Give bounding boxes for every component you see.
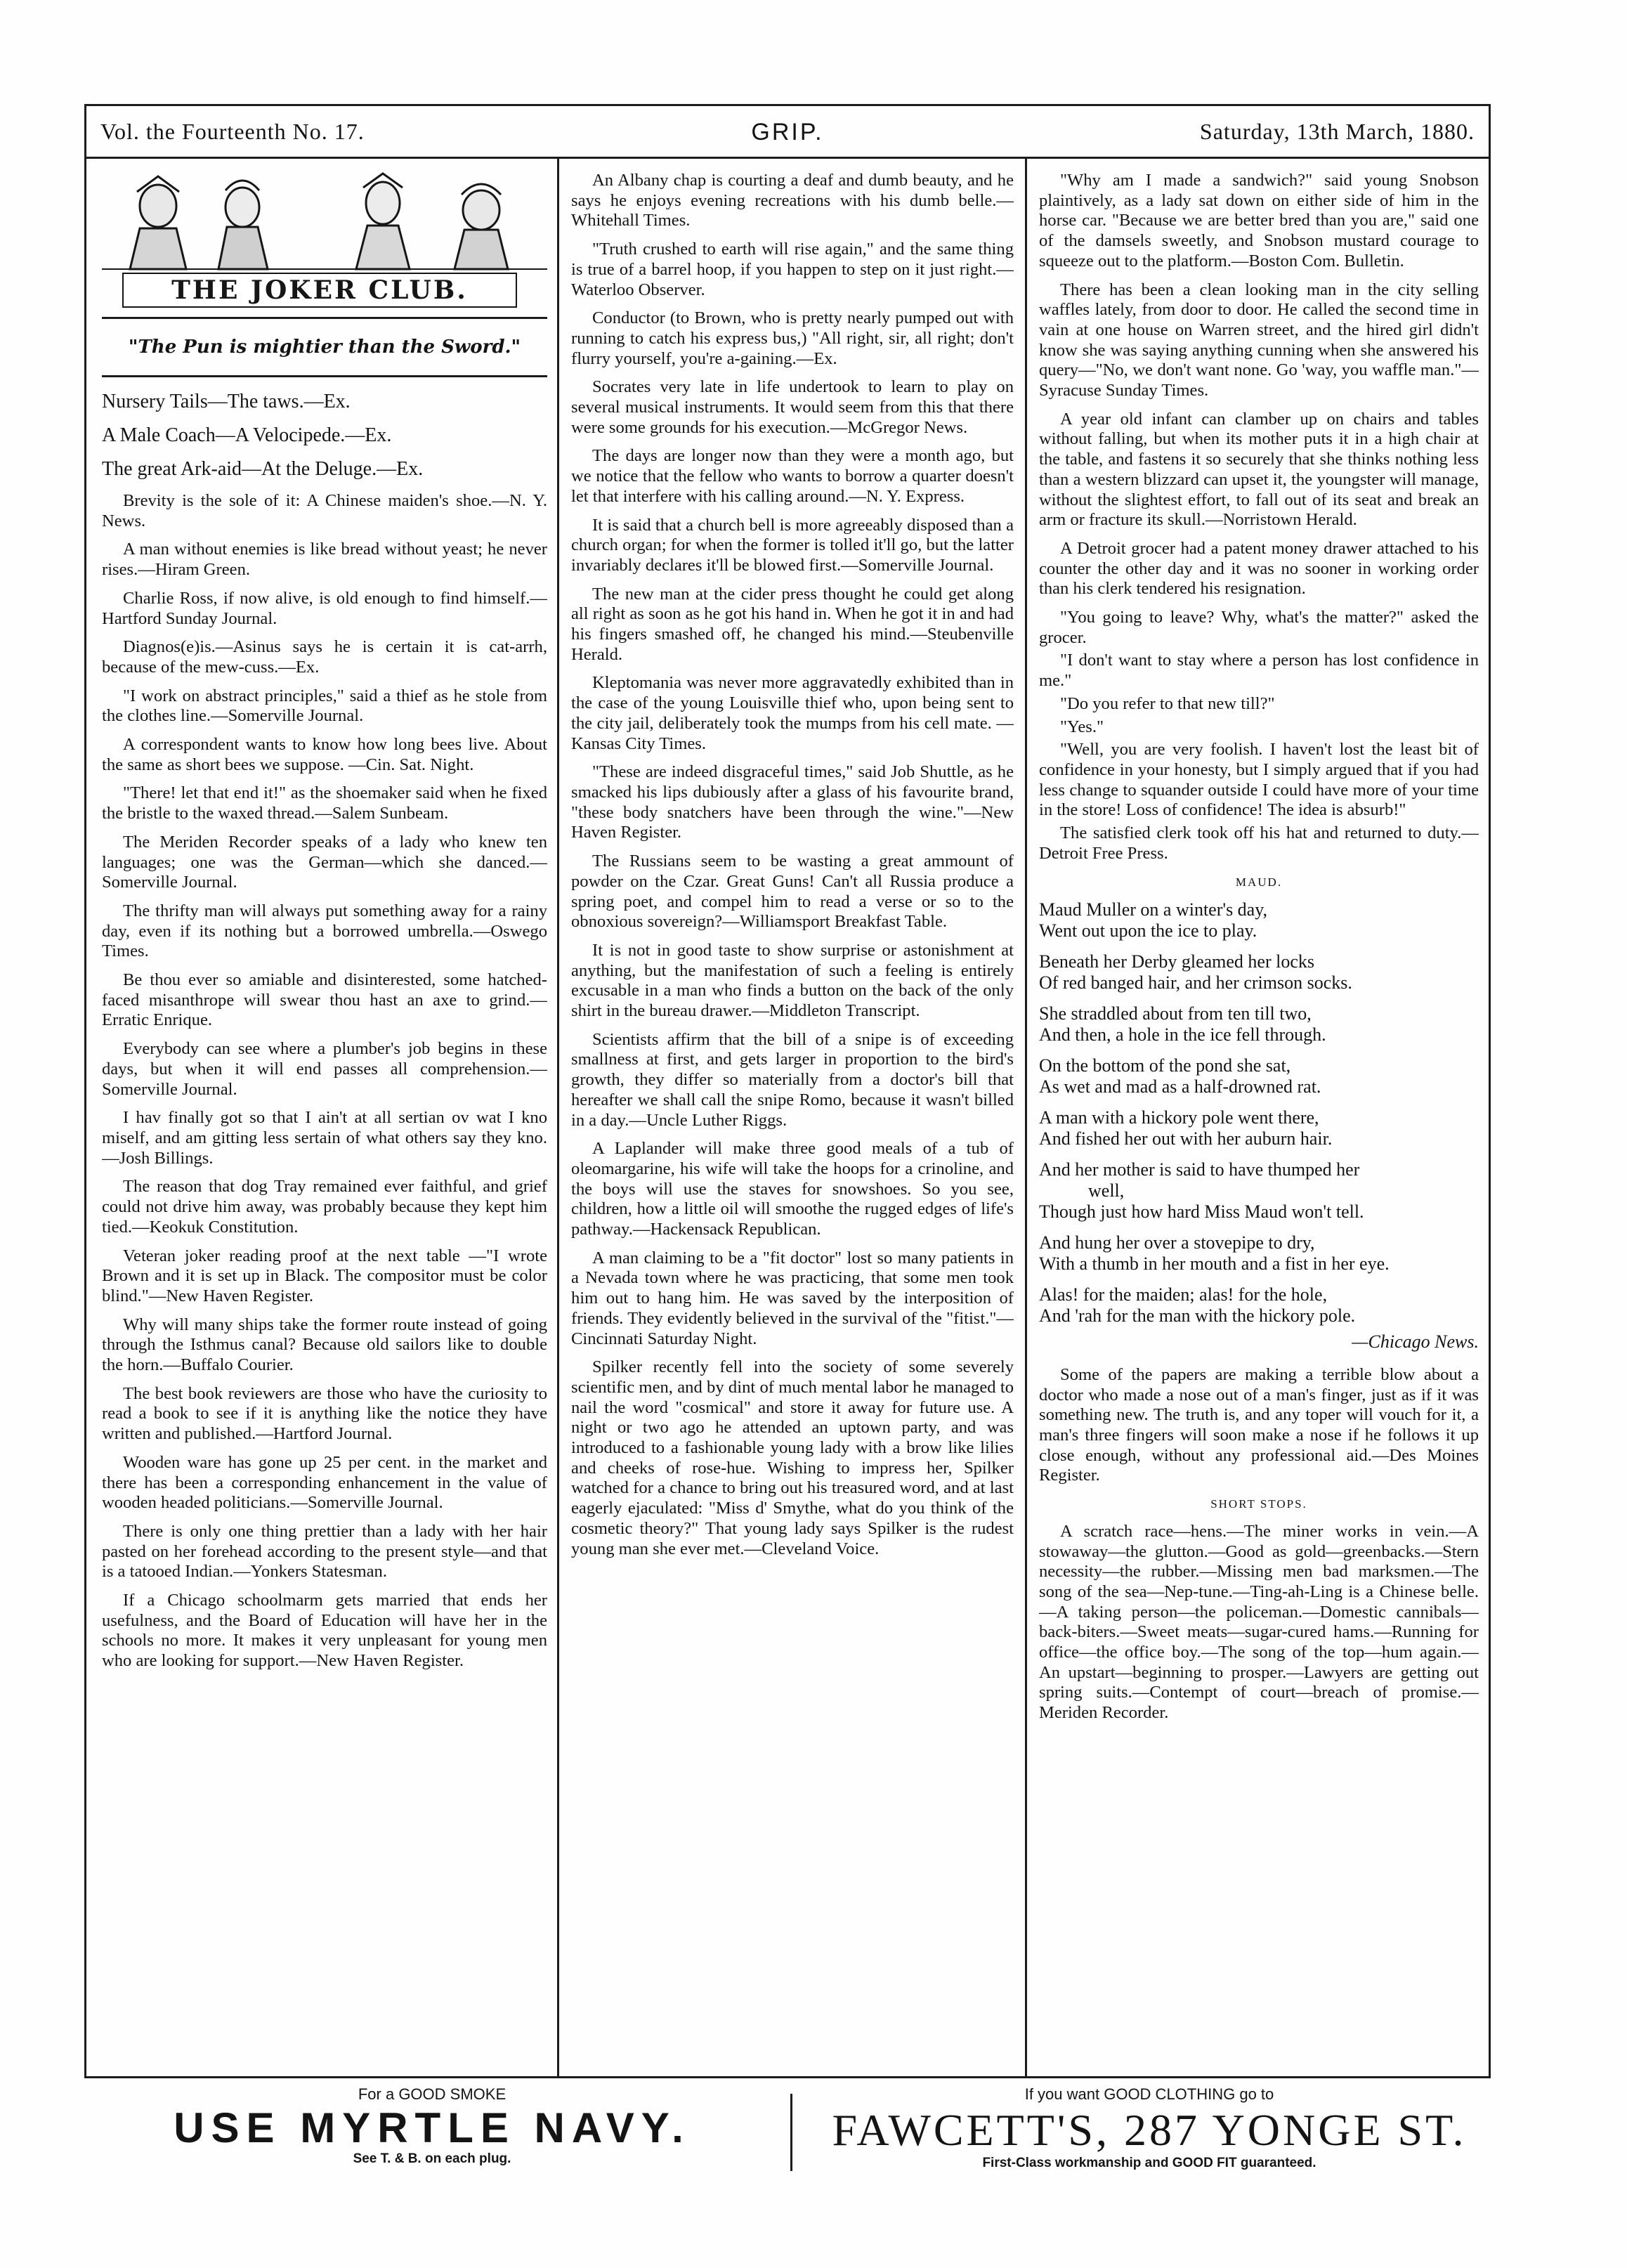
joke-item: Veteran joker reading proof at the next table —"I wrote Brown and it is set up in Black. The compositor must be color blind."—New Haven Register. [102,1246,547,1305]
poem-line: A man with a hickory pole went there, [1039,1107,1319,1128]
joke-item: Some of the papers are making a terrible blow about a doctor who made a nose out of a man's finger, just as if it was something new. The truth is, and any toper will vouch for it, a man's three fingers will soon make a nose if he follows it up close enough, without any professional aid.—Des Moines Register. [1039,1364,1479,1485]
poem-source: —Chicago News. [1352,1331,1479,1353]
myrtle-navy-ad [84,2084,780,2167]
poem [1039,899,1479,1327]
poem-stanza [1039,1003,1479,1045]
paper-title: GRIP. [751,119,824,145]
joke-item: "I work on abstract principles," said a thief as he stole from the clothes line.—Somerville Journal. [102,686,547,726]
poem-stanza [1039,899,1479,941]
poem-line: And hung her over a stovepipe to dry, [1039,1232,1315,1253]
joke-item: "There! let that end it!" as the shoemaker said when he fixed the bristle to the waxed thread.—Salem Sunbeam. [102,783,547,823]
joke-item: The reason that dog Tray remained ever faithful, and grief could not drive him away, was probably because they kept him tied.—Keokuk Constitution. [102,1177,547,1237]
jester-figure-center-right [356,174,410,269]
joker-club-banner [102,171,547,311]
joke-item: An Albany chap is courting a deaf and dumb beauty, and he says he enjoys evening recreations with his dumb belle.—Whitehall Times. [571,171,1014,230]
poem-line: Though just how hard Miss Maud won't tell. [1039,1201,1364,1223]
joke-item: A Laplander will make three good meals of a tub of oleomargarine, his wife will take the hoops for a crinoline, and the boys will use the staves for snowshoes. So you see, children, how a little oil will smoothe the rugged edges of life's pathway.—Hackensack Republican. [571,1139,1014,1239]
masthead [86,106,1489,159]
joke-item: "Yes." [1060,717,1104,736]
joke-item: The thrifty man will always put something away for a rainy day, even if its nothing but a borrowed umbrella.—Oswego Times. [102,901,547,961]
joke-item: Wooden ware has gone up 25 per cent. in the market and there has been a corresponding enhancement in the value of wooden headed politicians.—Somerville Journal. [102,1452,547,1513]
joke-item: "Why am I made a sandwich?" said young Snobson plaintively, as a lady sat down on either side of him in the horse car. "Because we are better bred than you are," said one of the damsels sweetly, and Snobson mustard courage to squeeze out to the platform.—Boston Com. Bulletin. [1039,171,1479,271]
joke-item: "Truth crushed to earth will rise again," and the same thing is true of a barrel hoop, if you happen to step on it just right.—Waterloo Observer. [571,240,1014,299]
poem-line: And 'rah for the man with the hickory pole. [1039,1305,1356,1327]
joke-item: Everybody can see where a plumber's job begins in these days, but when it will end passes all comprehension.—Somerville Journal. [102,1039,547,1099]
joke-item: There has been a clean looking man in the city selling waffles lately, from door to door. He called the second time in vain at one house on Warren street, and the hired girl didn't know she was saying anything cunning when she answered his query—"No, we don't want none. Go 'way, you waffle man."—Syracuse Sunday Times. [1039,280,1479,400]
poem-stanza [1039,951,1479,993]
joke-item: It is not in good taste to show surprise or astonishment at anything, but the manifestation of such a feeling is entirely excusable in a man who finds a button on the back of the only shirt in the bureau drawer.—Middleton Transcript. [571,940,1014,1021]
joke-item: A man claiming to be a "fit doctor" lost so many patients in a Nevada town where he was practicing, that some men took him out to hang him. He was saved by the interposition of friends. They evidently believed in the survival of the "fitist."—Cincinnati Saturday Night. [571,1248,1014,1348]
joke-item: Nursery Tails—The taws.—Ex. [102,391,351,412]
joke-item: "I don't want to stay where a person has lost confidence in me." [1039,651,1479,691]
column-2 [571,171,1014,2065]
advertisement-strip [84,2084,1491,2189]
poem-stanza [1039,1107,1479,1149]
joke-item: Be thou ever so amiable and disinterested, some hatched-faced misanthrope will swear thou hast an axe to grind.—Erratic Enrique. [102,970,547,1030]
poem-line: As wet and mad as a half-drowned rat. [1039,1076,1321,1097]
column-3 [1039,171,1479,2065]
poem-line: Went out upon the ice to play. [1039,920,1257,941]
joke-item: A Detroit grocer had a patent money drawer attached to his counter the other day and it was no sooner in working order than his clerk tendered his resignation. [1039,538,1479,599]
poem-line: Maud Muller on a winter's day, [1039,899,1268,920]
jester-figure-center-left [218,181,268,269]
jester-figure-right [455,184,508,269]
joke-item: A man without enemies is like bread without yeast; he never rises.—Hiram Green. [102,540,547,580]
joke-item: Why will many ships take the former route instead of going through the Isthmus canal? Because old sailors like to double the horn.—Buffalo Courier. [102,1315,547,1375]
poem-stanza [1039,1232,1479,1275]
section-motto: "The Pun is mightier than the Sword." [102,317,547,377]
poem-line: She straddled about from ten till two, [1039,1003,1312,1024]
short-stops-text: A scratch race—hens.—The miner works in vein.—A stowaway—the glutton.—Good as gold—greenbacks.—Stern necessity—the rubber.—Missing men bad marksmen.—The song of the sea—Nep-tune.—Ting-ah-Ling is a Chinese belle.—A taking person—the policeman.—Domestic cannibals—back-biters.—Sweet meats—sugar-cured hams.—Running for office—the office boy.—The song of the top—hum again.—An upstart—beginning to prosper.—Lawyers are getting out spring suits.—Contempt of court—breach of promise.—Meriden Recorder. [1039,1521,1479,1723]
poem-title: MAUD. [1235,875,1283,889]
joke-item: The days are longer now than they were a month ago, but we notice that the fellow who wants to borrow a quarter doesn't let that interfere with his calling around.—N. Y. Express. [571,446,1014,506]
joke-item: "Well, you are very foolish. I haven't lost the least bit of confidence in your honesty, but I simply argued that if you had less change to squander outside I could have more of your time in the store! Loss of confidence! The idea is absurb!" [1039,740,1479,820]
myrtle-ad-tagline: For a GOOD SMOKE [358,2085,507,2103]
joke-item: The Russians seem to be wasting a great ammount of powder on the Czar. Great Guns! Can't all Russia produce a spring poet, and compel him to read a verse or so to the obnoxious sovereign?—Williamsport Breakfast Table. [571,852,1014,932]
fawcett-ad-note: First-Class workmanship and GOOD FIT guaranteed. [982,2156,1316,2170]
short-stops-title: SHORT STOPS. [1210,1497,1307,1511]
poem-line: Of red banged hair, and her crimson socks. [1039,972,1352,993]
joke-item: Scientists affirm that the bill of a snipe is of exceeding smallness at first, and gets larger in proportion to the bird's growth, they differ so materially from a doctor's bill that hereafter we shall call the snipe Romo, because it wasn't billed in a day.—Uncle Luther Riggs. [571,1029,1014,1130]
joke-item: Socrates very late in life undertook to learn to play on several musical instruments. It would seem from this that there were some grounds for his execution.—McGregor News. [571,377,1014,437]
joke-item: The satisfied clerk took off his hat and returned to duty.—Detroit Free Press. [1039,823,1479,863]
column-rule-2 [1025,158,1027,2076]
column-3-bottom-items [1039,1365,1479,1486]
joke-item: "These are indeed disgraceful times," said Job Shuttle, as he smacked his lips dubiously after a glass of his favourite brand, "these body snatchers have been through the wine."—New Haven Register. [571,762,1014,842]
banner-title: THE JOKER CLUB. [171,275,468,305]
joke-item: Kleptomania was never more aggravatedly exhibited than in the case of the young Louisville thief who, upon being sent to the city jail, deliberately took the mumps from his cell mate. —Kansas City Times. [571,673,1014,753]
volume-number: Vol. the Fourteenth No. 17. [100,119,365,144]
joke-item: There is only one thing prettier than a lady with her hair pasted on her forehead according to the present style—and that is a tatooed Indian.—Yonkers Statesman. [102,1521,547,1582]
grocer-story [1039,539,1479,864]
fawcett-ad-headline: FAWCETT'S, 287 YONGE ST. [832,2105,1467,2155]
ad-divider [790,2094,792,2171]
fawcetts-ad [808,2084,1491,2171]
poem-stanza [1039,1159,1479,1223]
poem-line: And her mother is said to have thumped her [1039,1159,1360,1180]
joke-item: A Male Coach—A Velocipede.—Ex. [102,424,392,446]
poem-line: well, [1088,1180,1125,1201]
joke-item: A correspondent wants to know how long bees live. About the same as short bees we suppose. —Cin. Sat. Night. [102,735,547,774]
joke-item: Conductor (to Brown, who is pretty nearly pumped out with running to catch his express bus,) "All right, sir, all right; don't flurry yourself, you're a-gaining.—Ex. [571,308,1014,368]
poem-line: Alas! for the maiden; alas! for the hole, [1039,1284,1328,1305]
joke-item: "You going to leave? Why, what's the matter?" asked the grocer. [1039,608,1479,647]
myrtle-ad-note: See T. & B. on each plug. [353,2151,511,2166]
joke-item: The Meriden Recorder speaks of a lady who knew ten languages; one was the German—which she danced.—Somerville Journal. [102,832,547,892]
joke-item: Charlie Ross, if now alive, is old enough to find himself.—Hartford Sunday Journal. [102,588,547,628]
banner-figures-illustration [102,174,547,269]
joke-item: The great Ark-aid—At the Deluge.—Ex. [102,458,424,480]
column-3-top-items [1039,171,1479,530]
column-1 [102,390,547,2065]
joke-item: A year old infant can clamber up on chairs and tables without falling, but when its mother puts it in a high chair at the table, and fastens it so securely that she thinks nothing less than a western blizzard can upset it, the youngster will manage, without the slightest effort, to fall out of its seat and break an arm or fracture its skull.—Norristown Herald. [1039,409,1479,530]
jester-figure-left [130,176,186,269]
joke-item: I hav finally got so that I ain't at all sertian ov wat I kno miself, and am gitting less sertain of what others say they kno.—Josh Billings. [102,1108,547,1168]
poem-stanza [1039,1055,1479,1097]
joke-item: "Do you refer to that new till?" [1060,693,1275,713]
fawcett-ad-tagline: If you want GOOD CLOTHING go to [1024,2085,1274,2103]
joke-item: Brevity is the sole of it: A Chinese maiden's shoe.—N. Y. News. [102,491,547,530]
issue-date: Saturday, 13th March, 1880. [1199,119,1475,144]
myrtle-ad-headline: USE MYRTLE NAVY. [174,2104,691,2151]
joke-item: Spilker recently fell into the society of some severely scientific men, and by dint of much mental labor he managed to nail the word "cosmical" and store it away for future use. A night or two ago he attended an uptown party, and was introduced to a fashionable young lady with a brow like lilies and cheeks of rose-hue. Wishing to impress her, Spilker watched for a chance to bring out his treasured word, and at last eagerly ejaculated: "Miss d' Smythe, what do you think of the cosmetic theory?" That young lady says Spilker is the rudest young man she ever met.—Cleveland Voice. [571,1357,1014,1558]
poem-line: On the bottom of the pond she sat, [1039,1055,1291,1076]
poem-line: And then, a hole in the ice fell through. [1039,1024,1326,1045]
page-frame [84,104,1491,2078]
joke-item: If a Chicago schoolmarm gets married that ends her usefulness, and the Board of Education will have her in the schools no more. It makes it very unpleasant for young men who are looking for support.—New Haven Register. [102,1591,547,1671]
column-rule-1 [557,158,559,2076]
poem-line: Beneath her Derby gleamed her locks [1039,951,1315,972]
joke-item: It is said that a church bell is more agreeably disposed than a church organ; for when the former is tolled it'll go, but the latter invariably declares it'll be blowed first.—Somerville Journal. [571,515,1014,575]
poem-stanza [1039,1284,1479,1327]
joke-item: Diagnos(e)is.—Asinus says he is certain it is cat-arrh, because of the mew-cuss.—Ex. [102,637,547,677]
poem-line: With a thumb in her mouth and a fist in her eye. [1039,1253,1390,1275]
joke-item: The best book reviewers are those who have the curiosity to read a book to see if it is anything like the notice they have written and published.—Hartford Journal. [102,1383,547,1444]
poem-line: And fished her out with her auburn hair. [1039,1128,1333,1149]
joke-item: The new man at the cider press thought he could get along all right as soon as he got his hand in. When he got it in and had his fingers smashed off, he changed his mind.—Steubenville Herald. [571,584,1014,664]
